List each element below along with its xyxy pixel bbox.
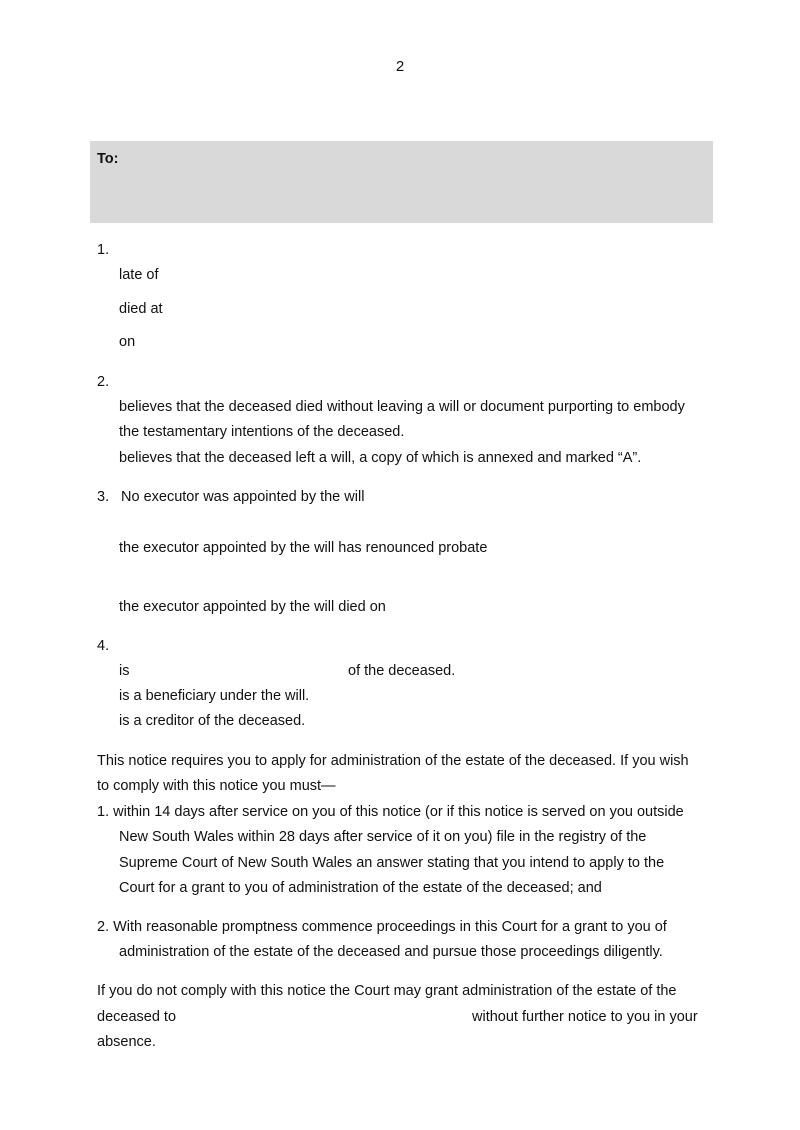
- item-3-line-3: the executor appointed by the will died on: [119, 599, 386, 615]
- item-4-line-3: is a creditor of the deceased.: [119, 713, 306, 729]
- item-4-of-deceased: of the deceased.: [348, 663, 456, 679]
- to-label: To:: [97, 151, 119, 167]
- item-1-on: on: [119, 334, 136, 350]
- notice-intro-line-2: to comply with this notice you must—: [97, 778, 336, 794]
- item-3-number: 3.: [97, 489, 110, 505]
- closing-line-3: absence.: [97, 1034, 156, 1050]
- item-3-line-1: No executor was appointed by the will: [121, 489, 365, 505]
- item-1-died-at: died at: [119, 301, 163, 317]
- closing-line-1: If you do not comply with this notice the Court may grant administration of the estate of the: [97, 983, 677, 999]
- item-4-is: is: [119, 663, 130, 679]
- item-1-late-of: late of: [119, 267, 159, 283]
- item-1-number: 1.: [97, 242, 110, 258]
- requirement-1-line-3: Supreme Court of New South Wales an answer stating that you intend to apply to the: [119, 855, 665, 871]
- closing-deceased-to: deceased to: [97, 1009, 177, 1025]
- item-2-line-3: believes that the deceased left a will, a copy of which is annexed and marked “A”.: [119, 450, 642, 466]
- item-4-line-2: is a beneficiary under the will.: [119, 688, 310, 704]
- item-4-number: 4.: [97, 638, 110, 654]
- to-recipient-box: [90, 141, 713, 223]
- item-2-line-1: believes that the deceased died without leaving a will or document purporting to embody: [119, 399, 685, 415]
- requirement-2-line-2: administration of the estate of the deceased and pursue those proceedings diligently.: [119, 944, 663, 960]
- notice-intro-line-1: This notice requires you to apply for administration of the estate of the deceased. If you wish: [97, 753, 689, 769]
- requirement-1-line-2: New South Wales within 28 days after service of it on you) file in the registry of the: [119, 829, 647, 845]
- item-2-number: 2.: [97, 374, 110, 390]
- requirement-2-line-1: 2. With reasonable promptness commence proceedings in this Court for a grant to you of: [97, 919, 667, 935]
- page-number: 2: [395, 58, 405, 75]
- requirement-1-line-4: Court for a grant to you of administration of the estate of the deceased; and: [119, 880, 602, 896]
- closing-without-notice: without further notice to you in your: [472, 1009, 698, 1025]
- item-2-line-2: the testamentary intentions of the deceased.: [119, 424, 405, 440]
- requirement-1-line-1: 1. within 14 days after service on you of this notice (or if this notice is served on you outside: [97, 804, 684, 820]
- item-3-line-2: the executor appointed by the will has renounced probate: [119, 540, 488, 556]
